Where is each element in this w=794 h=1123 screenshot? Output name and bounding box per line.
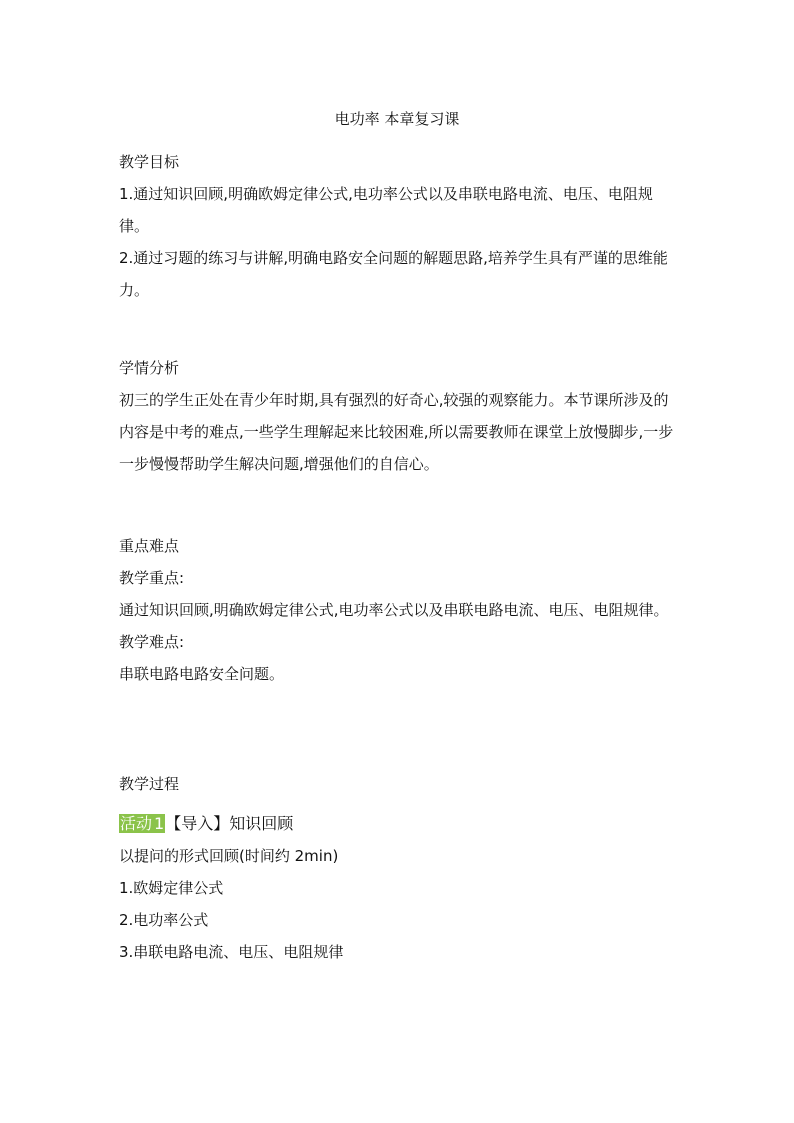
analysis-text: 初三的学生正处在青少年时期,具有强烈的好奇心,较强的观察能力。本节课所涉及的内容是中考的难点,一些学生理解起来比较困难,所以需要教师在课堂上放慢脚步,一步一步慢慢帮助学生解决问题,增强他们的自信心。	[119, 391, 674, 473]
objectives-section	[119, 146, 679, 306]
activity-heading	[119, 808, 679, 840]
process-section	[119, 768, 679, 968]
analysis-heading: 学情分析	[119, 359, 180, 377]
focus-label: 教学重点:	[119, 569, 185, 587]
objective-item-1: 1.通过知识回顾,明确欧姆定律公式,电功率公式以及串联电路电流、电压、电阻规律。	[119, 185, 653, 235]
key-points-section	[119, 530, 679, 690]
difficulty-label: 教学难点:	[119, 633, 185, 651]
focus-text: 通过知识回顾,明确欧姆定律公式,电功率公式以及串联电路电流、电压、电阻规律。	[119, 601, 669, 619]
key-points-heading: 重点难点	[119, 537, 180, 555]
process-item-3: 3.串联电路电流、电压、电阻规律	[119, 943, 344, 961]
process-item-1: 1.欧姆定律公式	[119, 879, 224, 897]
analysis-section	[119, 352, 679, 480]
difficulty-text: 串联电路电路安全问题。	[119, 665, 285, 683]
activity-number: 1	[154, 814, 165, 833]
process-heading: 教学过程	[119, 775, 180, 793]
activity-title: 【导入】知识回顾	[165, 814, 294, 833]
objective-item-2: 2.通过习题的练习与讲解,明确电路安全问题的解题思路,培养学生具有严谨的思维能力。	[119, 249, 668, 299]
process-item-2: 2.电功率公式	[119, 911, 209, 929]
document-title: 电功率 本章复习课	[334, 110, 460, 128]
process-intro: 以提问的形式回顾(时间约 2min)	[119, 847, 339, 865]
activity-tag: 活动	[120, 814, 153, 833]
objectives-heading: 教学目标	[119, 153, 180, 171]
